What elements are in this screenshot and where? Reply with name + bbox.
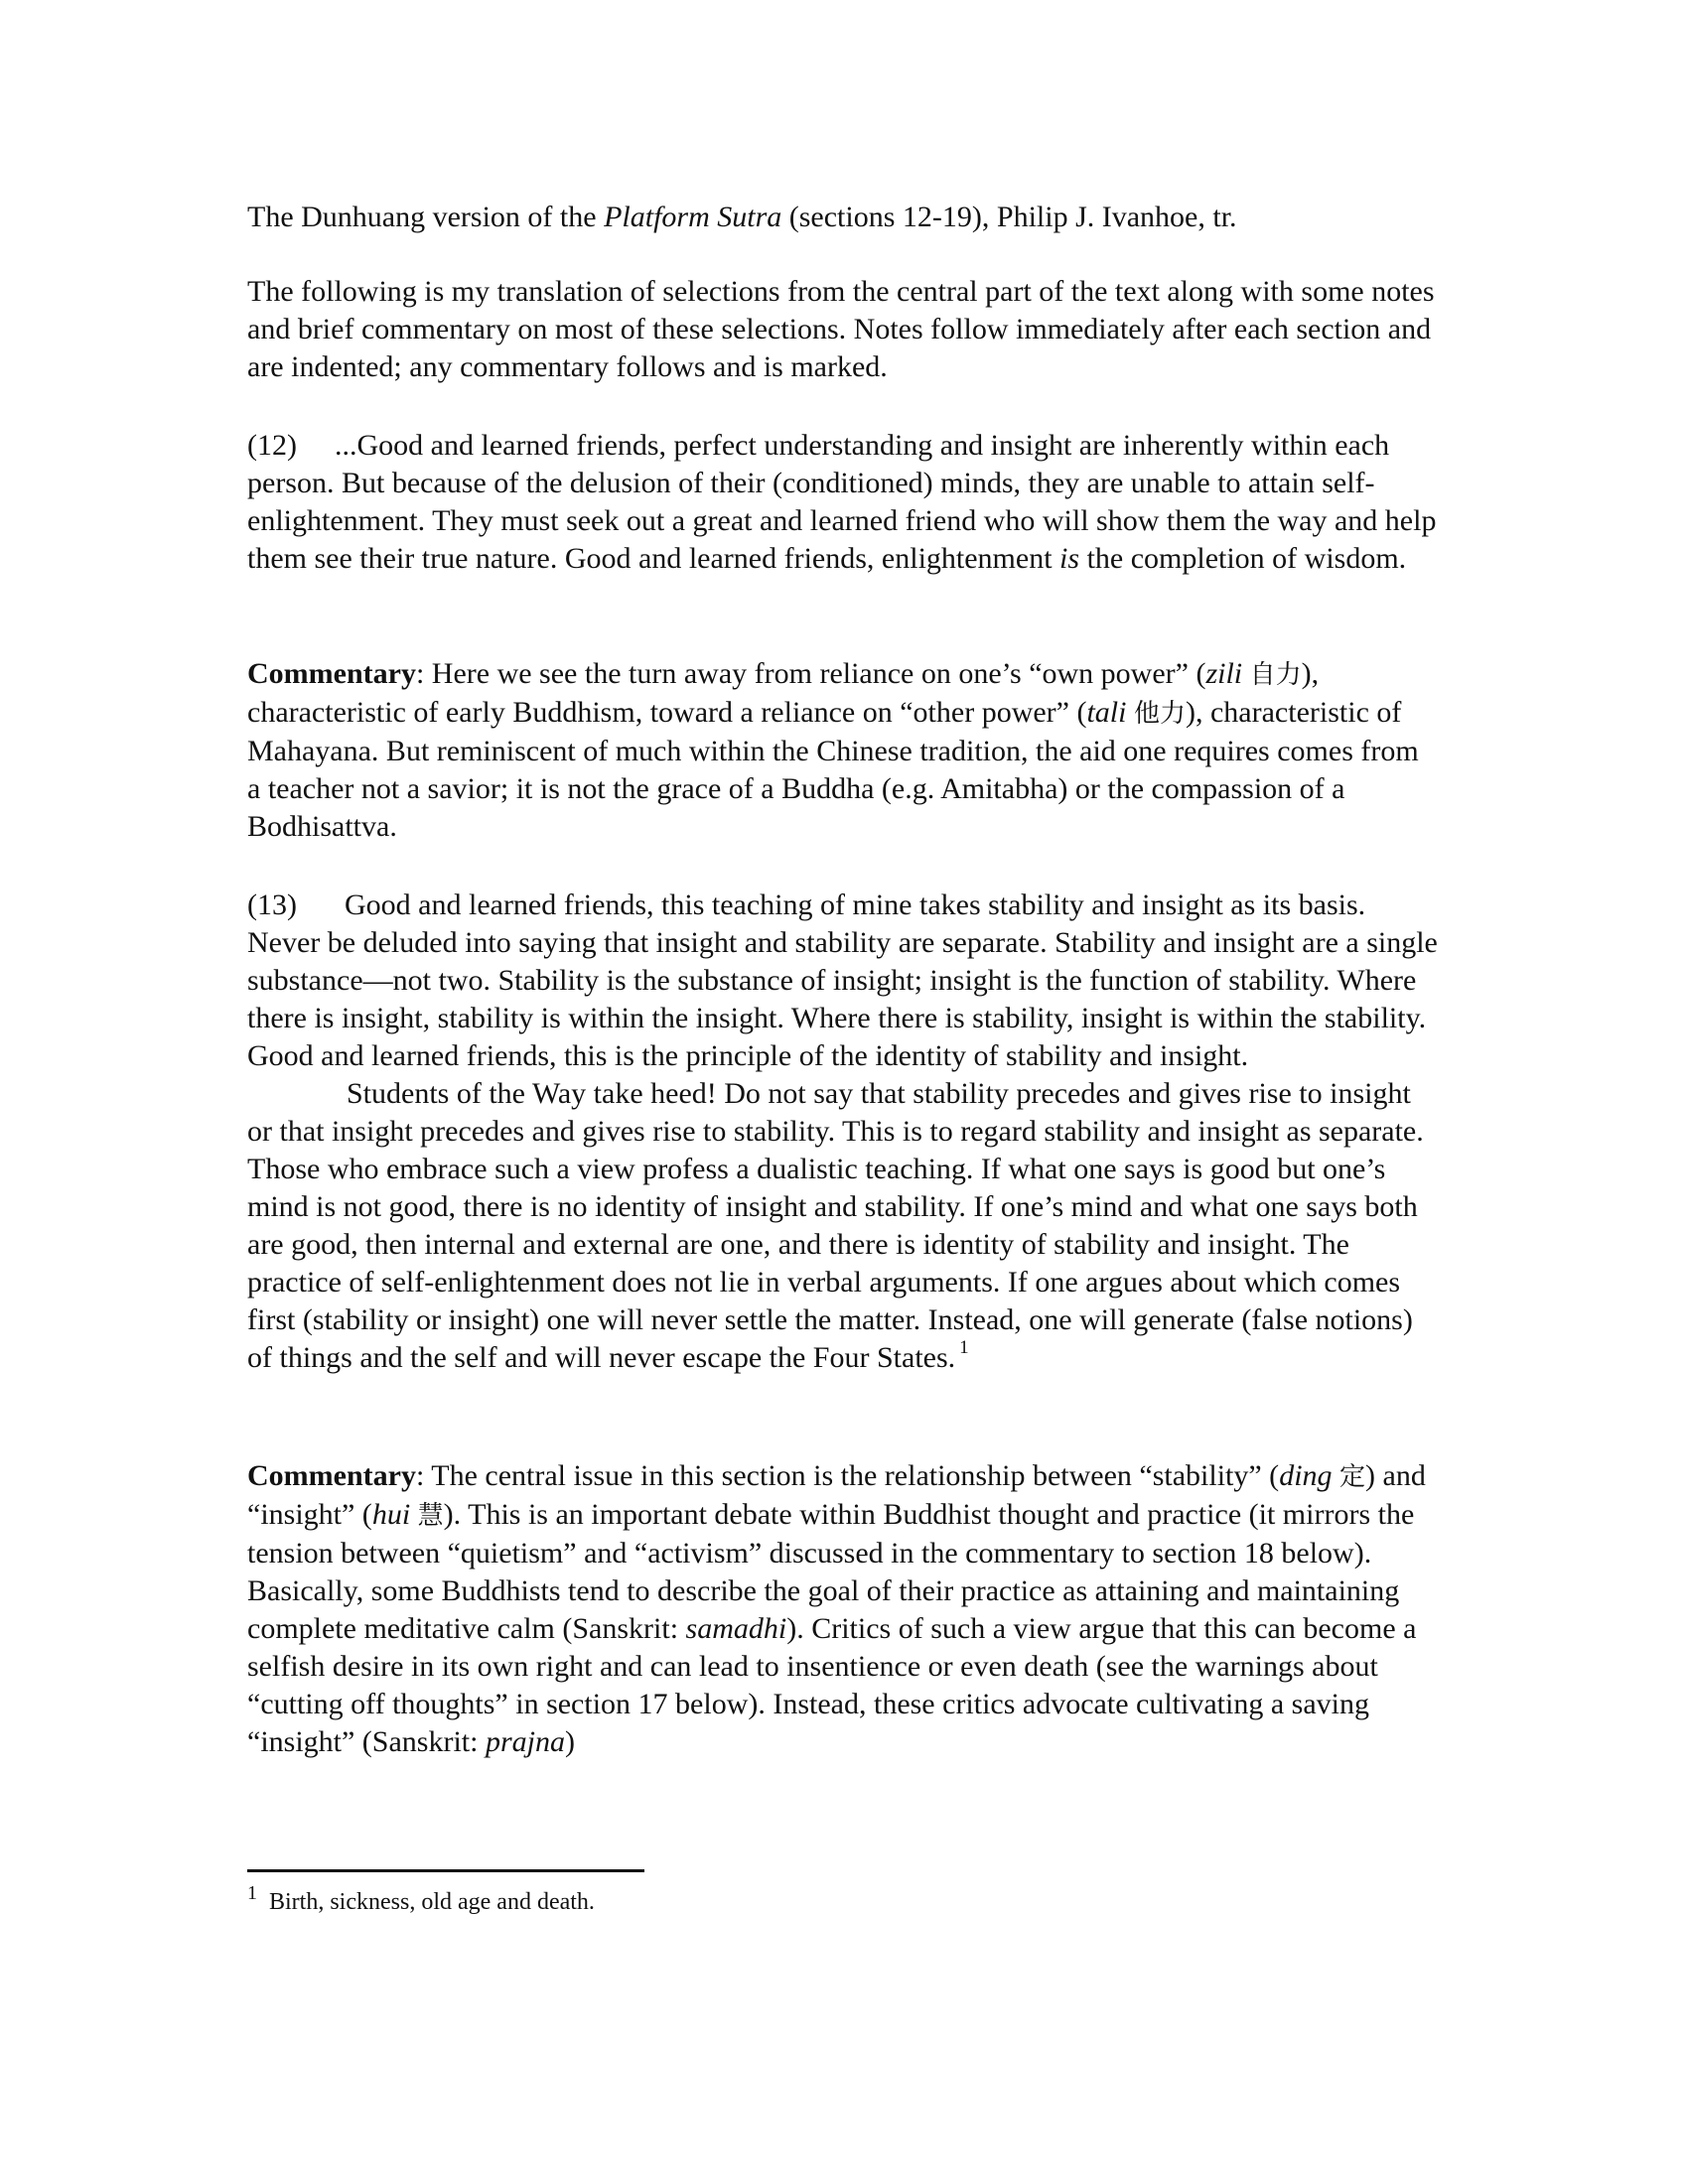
commentary-12-text-2: ), characteristic of early Buddhism, toward a reliance on “other power” ( [247, 657, 1320, 729]
section-12-number: (12) [247, 429, 297, 462]
commentary-13 [247, 1457, 1439, 1761]
commentary-12-text-1: : Here we see the turn away from reliance on one’s “own power” ( [415, 657, 1206, 690]
term-tali: tali [1086, 696, 1127, 729]
title-prefix: The Dunhuang version of the [247, 201, 605, 233]
commentary-13-text-5: ) [565, 1725, 575, 1758]
commentary-13-text-2: ) and “insight” ( [247, 1459, 1426, 1531]
footnote-1-number: 1 [247, 1882, 257, 1904]
title-suffix: (sections 12-19), Philip J. Ivanhoe, tr. [781, 201, 1237, 233]
term-ding: ding [1279, 1459, 1333, 1492]
cjk-ding: 定 [1339, 1462, 1366, 1492]
section-13 [247, 887, 1439, 1381]
title-italic-work: Platform Sutra [604, 201, 782, 233]
intro-paragraph [247, 273, 1439, 386]
cjk-zili: 自力 [1249, 660, 1302, 690]
section-13-para-1: Good and learned friends, this teaching of mine takes stability and insight as its basis. Never be deluded into saying that insight and stability are separate. Stability and insight are a single substance—not two. Stability is the substance of insight; insight is the function of stability. Where there is insight, stability is within the insight. Where there is stability, insight is within the stability. Good and learned friends, this is the principle of the identity of stability and insight. [247, 888, 1438, 1072]
commentary-12-label: Commentary [247, 657, 416, 690]
term-prajna: prajna [485, 1725, 565, 1758]
commentary-13-text-4: ). Critics of such a view argue that this can become a selfish desire in its own right and can lead to insentience or even death (see the warnings about “cutting off thoughts” in section 17 below). Instead, these critics advocate cultivating a saving “insight” (Sanskrit: [247, 1612, 1417, 1758]
section-13-number: (13) [247, 888, 297, 921]
commentary-13-label: Commentary [247, 1459, 416, 1492]
footnote-ref-1[interactable]: 1 [959, 1337, 969, 1358]
section-13-para-2: Students of the Way take heed! Do not say that stability precedes and gives rise to insight or that insight precedes and gives rise to stability. This is to regard stability and insight as separate. Those who embrace such a view profess a dualistic teaching. If what one says is good but one’s mind is not good, there is no identity of insight and stability. If one’s mind and what one says both are good, then internal and external are one, and there is identity of stability and insight. The practice of self-enlightenment does not lie in verbal arguments. If one argues about which comes first (stability or insight) one will never settle the matter. Instead, one will generate (false notions) of things and the self and will never escape the Four States. [247, 1077, 1424, 1374]
footnote-divider [247, 1869, 644, 1872]
section-12-text-b: the completion of wisdom. [1079, 542, 1407, 575]
cjk-tali: 他力 [1133, 699, 1186, 729]
term-hui: hui [371, 1498, 411, 1531]
cjk-hui: 慧 [417, 1501, 444, 1531]
commentary-13-text-1: : The central issue in this section is the relationship between “stability” ( [415, 1459, 1280, 1492]
intro-text: The following is my translation of selections from the central part of the text along with some notes and brief commentary on most of these selections. Notes follow immediately after each section and are indented; any commentary follows and is marked. [247, 275, 1435, 383]
commentary-12-text-3: ), characteristic of Mahayana. But reminiscent of much within the Chinese tradition, the aid one requires comes from a teacher not a savior; it is not the grace of a Buddha (e.g. Amitabha) or the compassion of a Bodhisattva. [247, 696, 1419, 843]
section-12-text-a: ...Good and learned friends, perfect understanding and insight are inherently within each person. But because of the delusion of their (conditioned) minds, they are unable to attain self-enlightenment. They must seek out a great and learned friend who will show them the way and help them see their true nature. Good and learned friends, enlightenment [247, 429, 1437, 575]
section-12-italic: is [1059, 542, 1080, 575]
footnote-1 [247, 1882, 1141, 1919]
term-samadhi: samadhi [685, 1612, 787, 1645]
document-title [247, 199, 1439, 236]
section-12 [247, 427, 1439, 578]
commentary-13-text-3: ). This is an important debate within Buddhist thought and practice (it mirrors the tension between “quietism” and “activism” discussed in the commentary to section 18 below). Basically, some Buddhists tend to describe the goal of their practice as attaining and maintaining complete meditative calm (Sanskrit: [247, 1498, 1415, 1645]
commentary-12 [247, 655, 1439, 846]
term-zili: zili [1205, 657, 1243, 690]
footnote-1-text: Birth, sickness, old age and death. [269, 1889, 595, 1915]
